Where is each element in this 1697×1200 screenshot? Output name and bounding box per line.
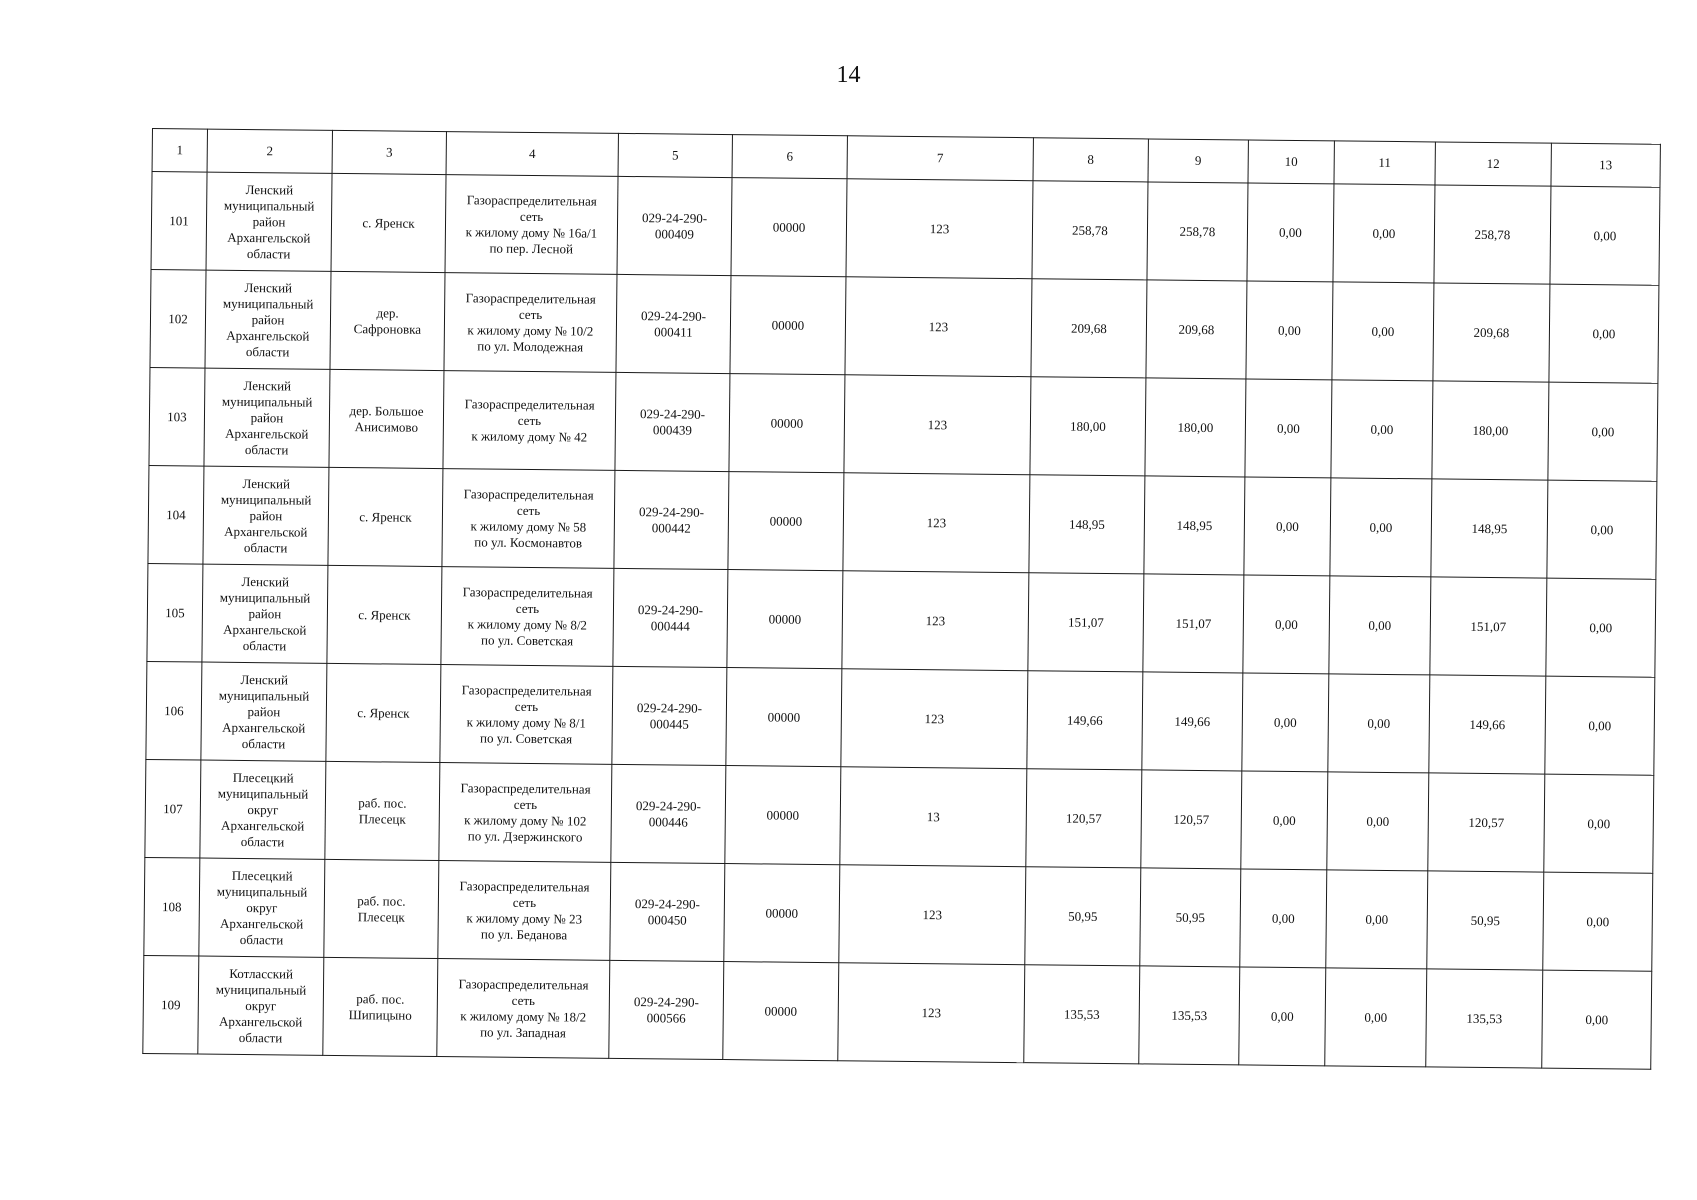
register-table: [142, 128, 1661, 1070]
code-cell: 123: [844, 375, 1031, 475]
column-number-13: 13: [1551, 143, 1660, 187]
value-cell: 0,00: [1245, 379, 1332, 478]
code-cell: 00000: [724, 864, 840, 963]
value-cell: 0,00: [1242, 673, 1329, 772]
settlement-cell: с. Яренск: [326, 663, 441, 762]
registry-number-cell: 029-24-290- 000566: [609, 960, 724, 1059]
value-cell: 0,00: [1326, 870, 1428, 969]
table-row: [145, 759, 1654, 873]
value-cell: 0,00: [1244, 477, 1331, 576]
value-cell: 0,00: [1241, 771, 1328, 870]
value-cell: 209,68: [1031, 279, 1147, 378]
table-row: [144, 857, 1653, 971]
row-number-cell: 101: [151, 172, 207, 271]
value-cell: 0,00: [1549, 284, 1659, 383]
value-cell: 149,66: [1142, 672, 1243, 771]
code-cell: 123: [846, 179, 1033, 279]
value-cell: 0,00: [1327, 772, 1429, 871]
column-number-3: 3: [332, 130, 446, 174]
settlement-cell: с. Яренск: [331, 173, 446, 272]
value-cell: 148,95: [1144, 476, 1245, 575]
value-cell: 0,00: [1542, 970, 1652, 1069]
value-cell: 0,00: [1547, 480, 1657, 579]
settlement-cell: с. Яренск: [328, 467, 443, 566]
value-cell: 149,66: [1429, 675, 1546, 774]
page-number: 14: [836, 62, 861, 88]
column-number-8: 8: [1033, 138, 1148, 182]
code-cell: 00000: [723, 962, 839, 1061]
value-cell: 120,57: [1428, 773, 1545, 872]
value-cell: 151,07: [1028, 573, 1144, 672]
table-row: [147, 563, 1656, 677]
column-number-10: 10: [1248, 140, 1334, 184]
table-row: [151, 172, 1660, 286]
value-cell: 151,07: [1430, 577, 1547, 676]
value-cell: 0,00: [1247, 183, 1334, 282]
value-cell: 0,00: [1546, 578, 1656, 677]
row-number-cell: 105: [147, 563, 203, 662]
object-name-cell: Газораспределительная сеть к жилому дому № 18/2 по ул. Западная: [437, 959, 610, 1059]
object-name-cell: Газораспределительная сеть к жилому дому № 8/1 по ул. Советская: [440, 665, 613, 765]
municipality-cell: Ленский муниципальный район Архангельской области: [206, 172, 332, 271]
row-number-cell: 107: [145, 759, 201, 858]
code-cell: 123: [842, 571, 1029, 671]
value-cell: 0,00: [1239, 967, 1326, 1066]
settlement-cell: дер. Сафроновка: [330, 271, 445, 370]
row-number-cell: 106: [146, 661, 202, 760]
value-cell: 0,00: [1550, 186, 1660, 285]
value-cell: 0,00: [1243, 575, 1330, 674]
table-row: [146, 661, 1655, 775]
row-number-cell: 103: [149, 367, 205, 466]
municipality-cell: Ленский муниципальный район Архангельской области: [201, 662, 327, 761]
code-cell: 123: [845, 277, 1032, 377]
column-number-12: 12: [1435, 142, 1551, 186]
value-cell: 0,00: [1544, 774, 1654, 873]
column-number-1: 1: [152, 129, 207, 173]
municipality-cell: Ленский муниципальный район Архангельской области: [204, 368, 330, 467]
code-cell: 00000: [726, 668, 842, 767]
value-cell: 135,53: [1426, 969, 1543, 1068]
value-cell: 50,95: [1427, 871, 1544, 970]
value-cell: 0,00: [1240, 869, 1327, 968]
column-number-6: 6: [732, 135, 847, 179]
value-cell: 120,57: [1026, 769, 1142, 868]
registry-number-cell: 029-24-290- 000446: [611, 764, 726, 863]
table-row: [148, 465, 1657, 579]
column-number-5: 5: [618, 133, 732, 177]
value-cell: 0,00: [1543, 872, 1653, 971]
table-body: [143, 172, 1660, 1070]
settlement-cell: раб. пос. Плесецк: [324, 859, 439, 958]
code-cell: 00000: [731, 178, 847, 277]
value-cell: 120,57: [1141, 770, 1242, 869]
object-name-cell: Газораспределительная сеть к жилому дому № 58 по ул. Космонавтов: [442, 469, 615, 569]
registry-number-cell: 029-24-290- 000450: [610, 862, 725, 961]
table-row: [149, 367, 1658, 481]
value-cell: 148,95: [1029, 475, 1145, 574]
municipality-cell: Плесецкий муниципальный округ Архангельской области: [199, 858, 325, 957]
registry-number-cell: 029-24-290- 000411: [616, 274, 731, 373]
municipality-cell: Котласский муниципальный округ Архангельской области: [198, 956, 324, 1055]
value-cell: 180,00: [1145, 378, 1246, 477]
registry-number-cell: 029-24-290- 000442: [614, 470, 729, 569]
value-cell: 0,00: [1332, 282, 1434, 381]
value-cell: 50,95: [1025, 867, 1141, 966]
value-cell: 209,68: [1433, 283, 1550, 382]
code-cell: 00000: [729, 374, 845, 473]
settlement-cell: раб. пос. Плесецк: [325, 761, 440, 860]
value-cell: 258,78: [1032, 181, 1148, 280]
municipality-cell: Ленский муниципальный район Архангельской области: [203, 466, 329, 565]
value-cell: 50,95: [1140, 868, 1241, 967]
value-cell: 135,53: [1139, 966, 1240, 1065]
object-name-cell: Газораспределительная сеть к жилому дому № 10/2 по ул. Молодежная: [444, 273, 617, 373]
table-row: [150, 269, 1659, 383]
code-cell: 123: [838, 963, 1025, 1063]
code-cell: 13: [840, 767, 1027, 867]
value-cell: 180,00: [1432, 381, 1549, 480]
settlement-cell: с. Яренск: [327, 565, 442, 664]
code-cell: 123: [843, 473, 1030, 573]
row-number-cell: 102: [150, 269, 206, 368]
row-number-cell: 108: [144, 857, 200, 956]
code-cell: 123: [841, 669, 1028, 769]
register-table-sheet: [142, 128, 1660, 1070]
row-number-cell: 104: [148, 465, 204, 564]
code-cell: 00000: [728, 472, 844, 571]
municipality-cell: Ленский муниципальный район Архангельской области: [205, 270, 331, 369]
value-cell: 209,68: [1146, 280, 1247, 379]
object-name-cell: Газораспределительная сеть к жилому дому № 16а/1 по пер. Лесной: [445, 175, 618, 275]
code-cell: 00000: [725, 766, 841, 865]
column-number-2: 2: [207, 129, 332, 173]
registry-number-cell: 029-24-290- 000445: [612, 666, 727, 765]
code-cell: 00000: [727, 570, 843, 669]
value-cell: 0,00: [1331, 380, 1433, 479]
registry-number-cell: 029-24-290- 000439: [615, 372, 730, 471]
column-number-7: 7: [847, 136, 1033, 181]
value-cell: 151,07: [1143, 574, 1244, 673]
column-number-9: 9: [1148, 139, 1248, 183]
object-name-cell: Газораспределительная сеть к жилому дому № 102 по ул. Дзержинского: [439, 763, 612, 863]
value-cell: 0,00: [1330, 478, 1432, 577]
value-cell: 258,78: [1147, 182, 1248, 281]
value-cell: 149,66: [1027, 671, 1143, 770]
object-name-cell: Газораспределительная сеть к жилому дому № 8/2 по ул. Советская: [441, 567, 614, 667]
value-cell: 0,00: [1329, 576, 1431, 675]
value-cell: 180,00: [1030, 377, 1146, 476]
value-cell: 0,00: [1333, 184, 1435, 283]
value-cell: 0,00: [1325, 968, 1427, 1067]
code-cell: 123: [839, 865, 1026, 965]
value-cell: 0,00: [1545, 676, 1655, 775]
column-number-4: 4: [446, 132, 618, 177]
object-name-cell: Газораспределительная сеть к жилому дому № 23 по ул. Беданова: [438, 861, 611, 961]
value-cell: 0,00: [1246, 281, 1333, 380]
registry-number-cell: 029-24-290- 000444: [613, 568, 728, 667]
value-cell: 135,53: [1024, 965, 1140, 1064]
row-number-cell: 109: [143, 955, 199, 1054]
municipality-cell: Ленский муниципальный район Архангельской области: [202, 564, 328, 663]
value-cell: 0,00: [1328, 674, 1430, 773]
code-cell: 00000: [730, 276, 846, 375]
object-name-cell: Газораспределительная сеть к жилому дому № 42: [443, 371, 616, 471]
value-cell: 258,78: [1434, 185, 1551, 284]
value-cell: 0,00: [1548, 382, 1658, 481]
settlement-cell: дер. Большое Анисимово: [329, 369, 444, 468]
registry-number-cell: 029-24-290- 000409: [617, 176, 732, 275]
value-cell: 148,95: [1431, 479, 1548, 578]
municipality-cell: Плесецкий муниципальный округ Архангельской области: [200, 760, 326, 859]
column-number-11: 11: [1334, 141, 1435, 185]
settlement-cell: раб. пос. Шипицыно: [323, 957, 438, 1056]
table-row: [143, 955, 1652, 1069]
